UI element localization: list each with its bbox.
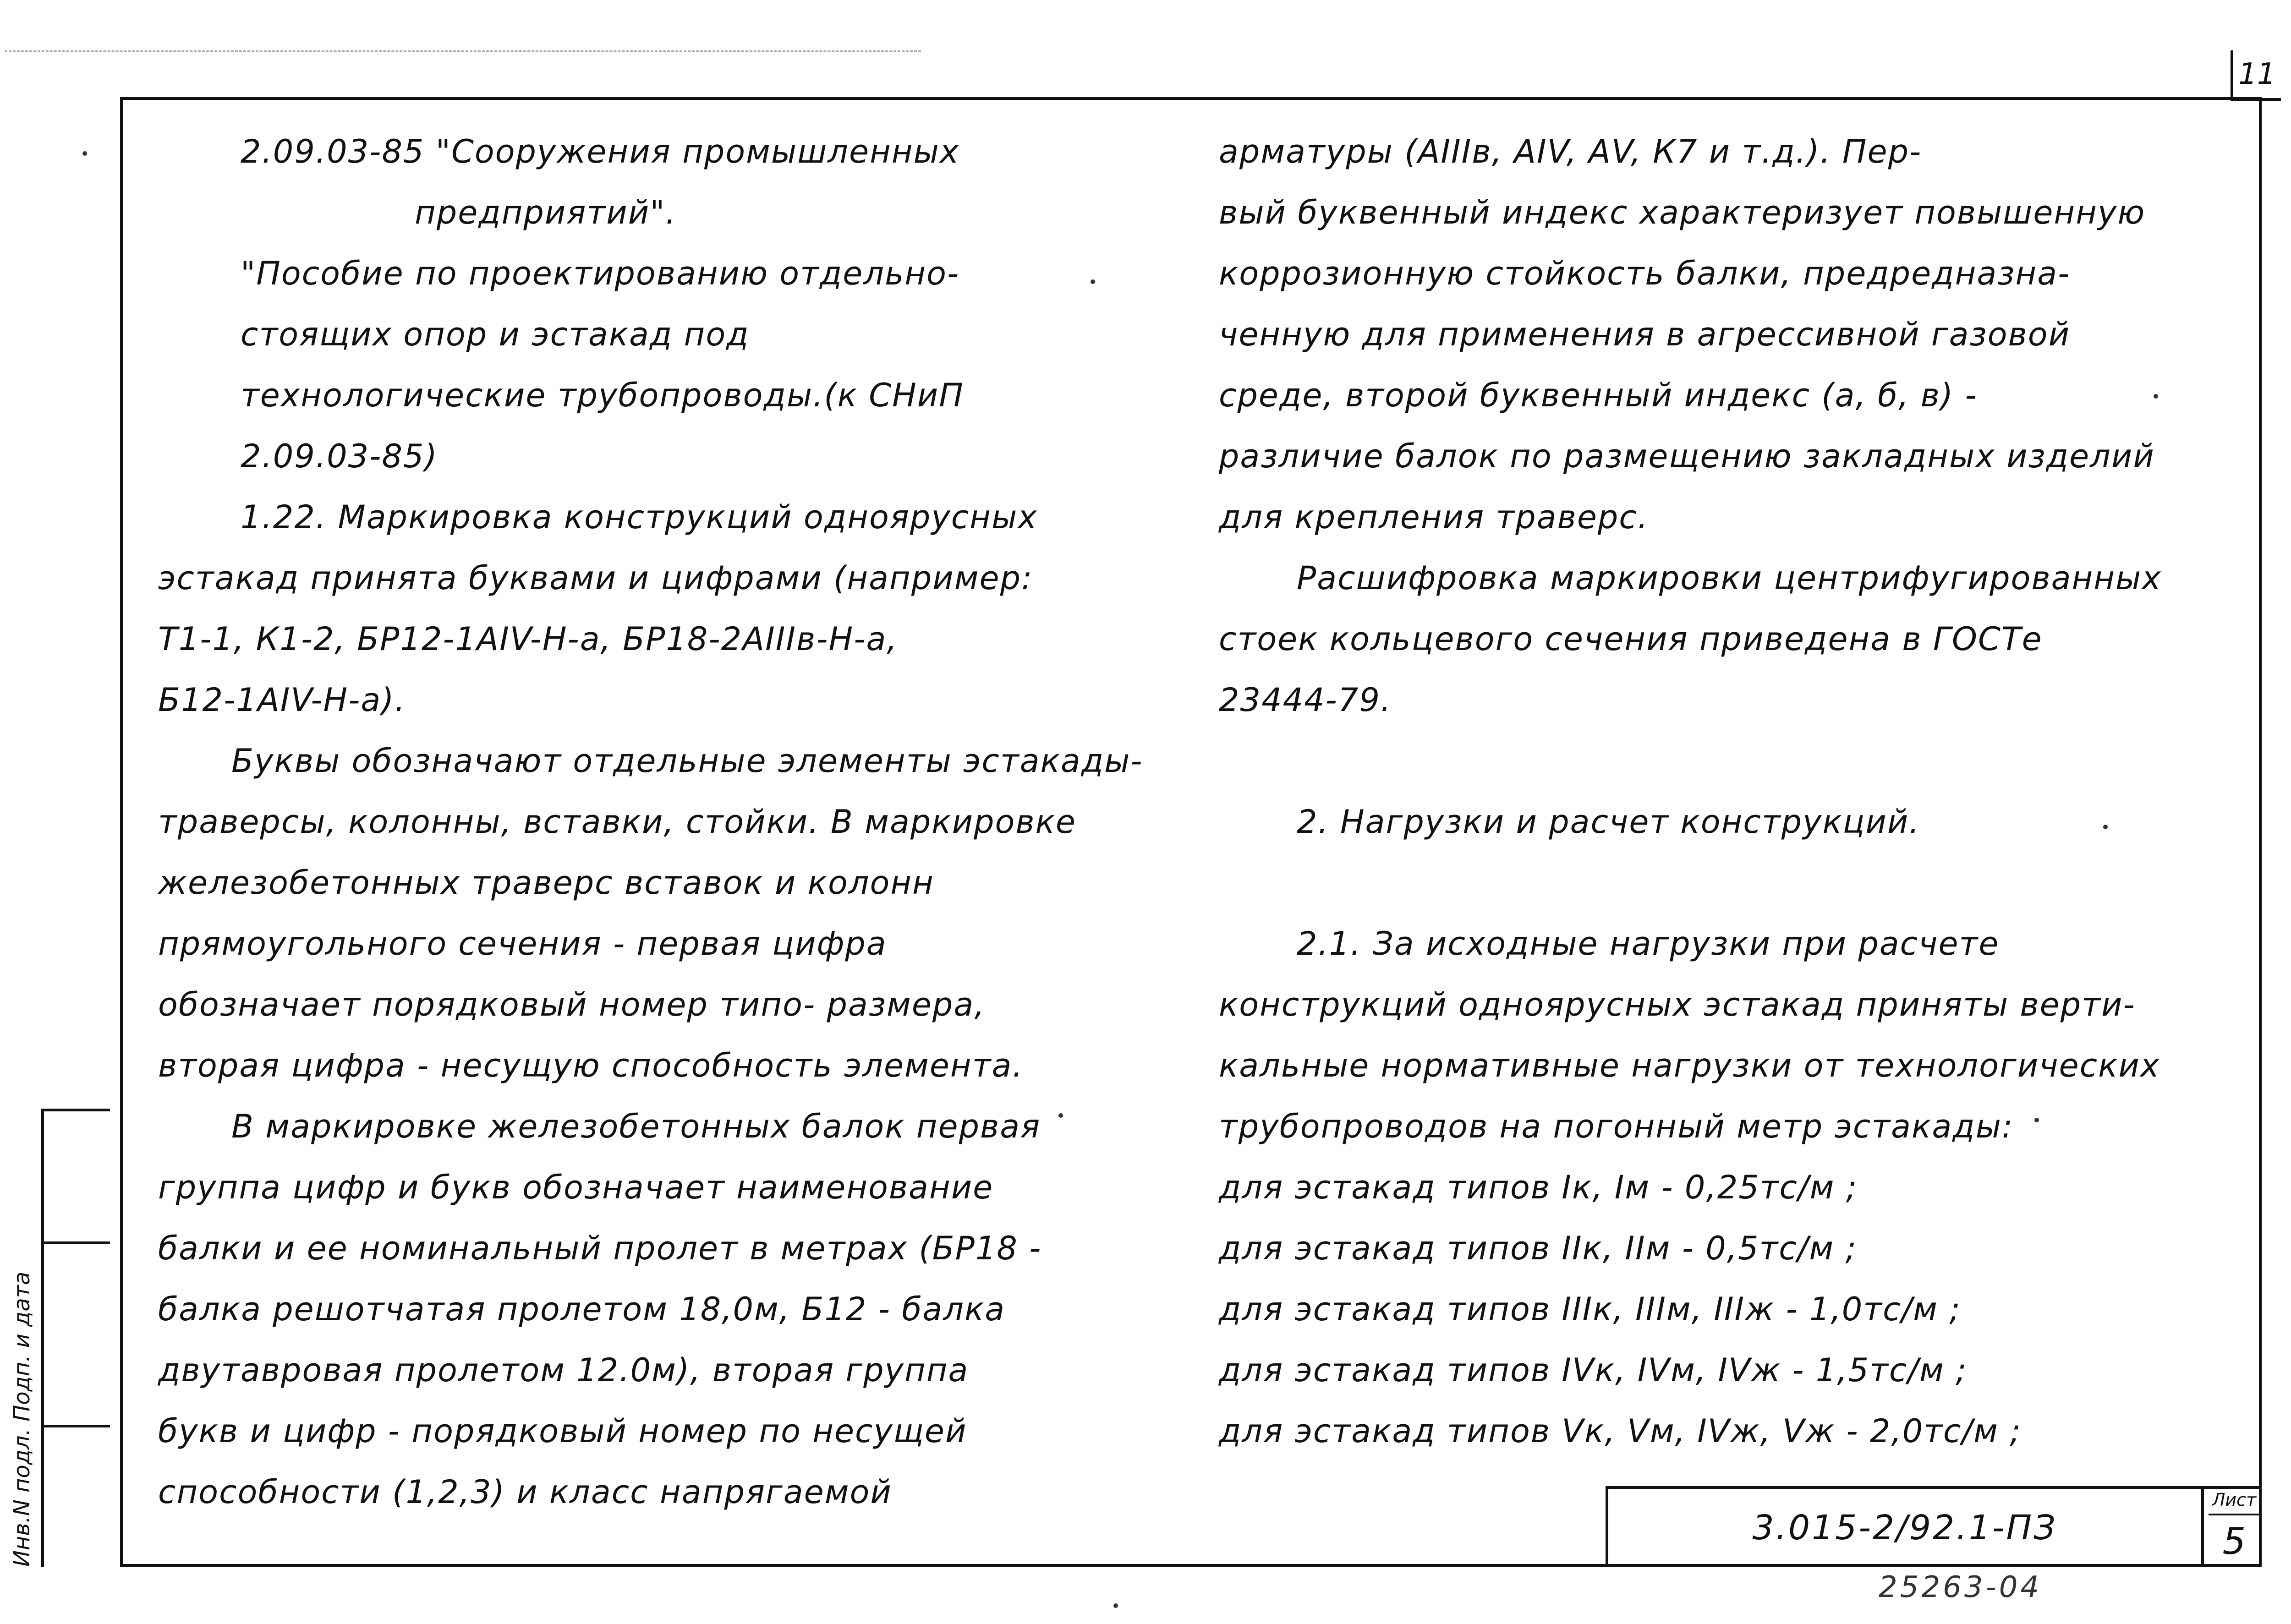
text-line: для крепления траверс. [1219,498,1649,536]
text-line: букв и цифр - порядковый номер по несущей [158,1412,967,1450]
text-line: для эстакад типов Iк, Iм - 0,25тс/м ; [1219,1169,1858,1206]
side-strip-cell [44,1244,110,1427]
text-line: ченную для применения в агрессивной газовой [1219,316,2071,353]
text-line: 2.1. За исходные нагрузки при расчете [1297,925,2000,962]
side-strip-cell [44,1111,110,1244]
scan-speck [1058,1113,1063,1118]
text-line: Расшифровка маркировки центрифугированных [1297,559,2162,597]
scan-speck [1091,279,1095,284]
text-line: способности (1,2,3) и класс напрягаемой [158,1473,892,1511]
text-line: стоящих опор и эстакад под [241,316,750,353]
text-line: трубопроводов на погонный метр эстакады: [1219,1108,2014,1145]
text-line: траверсы, колонны, вставки, стойки. В маркировке [158,803,1076,841]
text-line: 2.09.03-85 "Сооружения промышленных [241,133,960,170]
text-line: Буквы обозначают отдельные элементы эстакады- [231,742,1143,780]
text-line: "Пособие по проектированию отдельно- [241,255,960,292]
text-line: Б12-1АIV-Н-а). [158,681,406,719]
left-text-column [158,121,1143,1523]
inventory-number: 25263-04 [1879,1570,2042,1604]
right-text-column [1219,121,2162,1462]
text-line: для эстакад типов Vк, Vм, IVж, Vж - 2,0тс/м ; [1219,1412,2022,1450]
text-line: балка решотчатая пролетом 18,0м, Б12 - балка [158,1290,1006,1328]
blank-line [1219,853,2162,913]
text-line: Т1-1, К1-2, БР12-1АIV-Н-а, БР18-2АIIIв-Н-а, [158,620,898,658]
blank-line [1219,731,2162,792]
text-line: обозначает порядковый номер типо- размера, [158,986,986,1023]
text-line: различие балок по размещению закладных изделий [1219,437,2155,475]
text-line: В маркировке железобетонных балок первая [231,1108,1041,1145]
scan-speck [2103,825,2108,829]
text-line: вторая цифра - несущую способность элемента. [158,1047,1024,1084]
scan-speck [2034,1118,2039,1122]
text-line: балки и ее номинальный пролет в метрах (БР18 - [158,1230,1042,1267]
text-line: группа цифр и букв обозначает наименование [158,1169,994,1206]
text-line: коррозионную стойкость балки, предредназна- [1219,255,2071,292]
title-block-stamp [1606,1486,2262,1567]
text-line: для эстакад типов IVк, IVм, IVж - 1,5тс/м ; [1219,1351,1968,1389]
text-line: 1.22. Маркировка конструкций одноярусных [241,498,1038,536]
text-line: 2.09.03-85) [241,437,438,475]
text-line: эстакад принята буквами и цифрами (например: [158,559,1033,597]
text-line: среде, второй буквенный индекс (а, б, в) - [1219,377,1978,414]
top-dashed-line [5,50,921,52]
scan-speck [82,151,87,156]
text-line: технологические трубопроводы.(к СНиП [241,377,964,414]
section-heading: 2. Нагрузки и расчет конструкций. [1297,803,1920,841]
text-line: железобетонных траверс вставок и колонн [158,864,934,902]
text-line: для эстакад типов IIIк, IIIм, IIIж - 1,0тс/м ; [1219,1290,1961,1328]
text-line: прямоугольного сечения - первая цифра [158,925,887,962]
side-strip-label: Инв.N подл. Подп. и дата [9,1271,35,1567]
text-line: 23444-79. [1219,681,1392,719]
text-line: двутавровая пролетом 12.0м), вторая группа [158,1351,969,1389]
sheet-number: 5 [2222,1520,2246,1563]
text-line: конструкций одноярусных эстакад приняты верти- [1219,986,2136,1023]
sheet-label: Лист [2209,1490,2260,1515]
scan-speck [1113,1603,1118,1608]
side-signature-strip [41,1109,110,1567]
corner-page-number: 11 [2231,50,2281,101]
text-line: вый буквенный индекс характеризует повышенную [1219,194,2146,231]
text-line: кальные нормативные нагрузки от технологических [1219,1047,2160,1084]
text-line: предприятий". [415,194,677,231]
document-code: 3.015-2/92.1-ПЗ [1608,1489,2204,1567]
text-line: арматуры (АIIIв, АIV, АV, К7 и т.д.). Пер- [1219,133,1922,170]
text-line: стоек кольцевого сечения приведена в ГОСТе [1219,620,2043,658]
scan-speck [2154,394,2158,399]
text-line: для эстакад типов IIк, IIм - 0,5тс/м ; [1219,1230,1858,1267]
